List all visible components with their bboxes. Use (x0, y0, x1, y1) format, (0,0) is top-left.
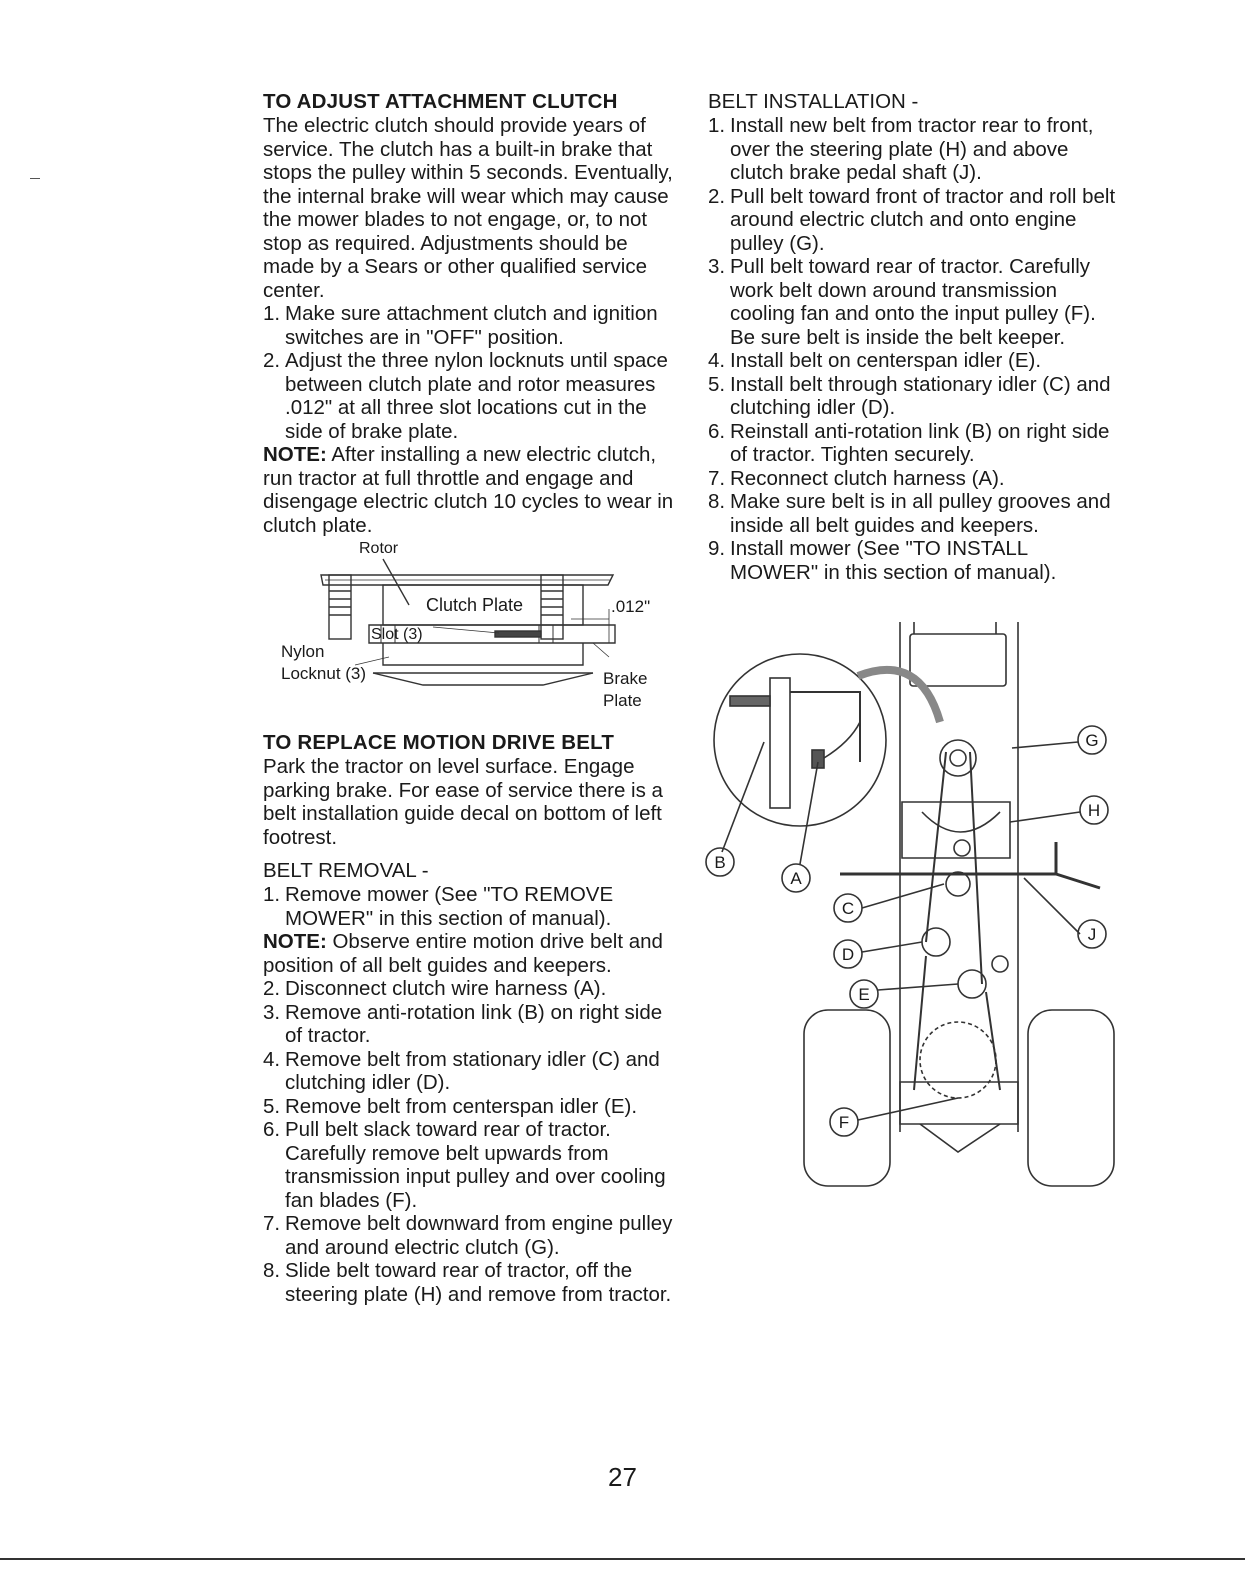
dash-panel-shape (910, 634, 1006, 686)
step-text: Pull belt toward rear of tractor. Carefully work belt down around transmission cooling fan and onto the input pulley (F). Be sure belt is inside the belt keeper. (730, 255, 1096, 349)
list-item (263, 349, 683, 443)
note-text: After installing a new electric clutch, run tractor at full throttle and engage and disengage electric clutch 10 cycles to wear in clutch plate. (263, 443, 674, 537)
step-text: Install new belt from tractor rear to front, over the steering plate (H) and above clutch brake pedal shaft (J). (730, 114, 1094, 184)
inset-frame-shape (770, 678, 790, 808)
step-number: 3. (708, 255, 726, 278)
rotor-leader (383, 559, 409, 605)
adjust-clutch-paragraph: The electric clutch should provide years of service. The clutch has a built-in brake that stops the pulley within 5 seconds. Eventually, the internal brake will wear which may cause the mower blades to not engage, or, to not stop as required. Adjustments should be made by a Sears or other qualified service center. (263, 114, 673, 302)
removal-step1-list (263, 883, 683, 930)
right-column (708, 90, 1118, 584)
locknut-label: Locknut (3) (281, 664, 367, 683)
note-clutch (263, 443, 683, 537)
list-item (263, 302, 683, 349)
list-item (708, 114, 1118, 185)
magnifier-connector (858, 670, 940, 722)
plate-label: Plate (603, 691, 642, 710)
callout-label-a: A (790, 869, 802, 888)
replace-belt-heading: TO REPLACE MOTION DRIVE BELT (263, 731, 615, 754)
step-number: 2. (263, 977, 281, 1000)
list-item (263, 1212, 683, 1259)
list-item (263, 1001, 683, 1048)
list-item (708, 373, 1118, 420)
belt-routing-diagram (700, 612, 1120, 1202)
step-number: 5. (263, 1094, 281, 1118)
step-text: Install belt through stationary idler (C) and clutching idler (D). (730, 372, 1111, 419)
step-text: Disconnect clutch wire harness (A). (285, 977, 607, 1000)
list-item (263, 977, 683, 1001)
clutch-diagram (263, 539, 683, 723)
list-item (263, 1118, 683, 1212)
steering-plate-h (902, 802, 1010, 858)
step-text: Remove belt downward from engine pulley and around electric clutch (G). (285, 1212, 673, 1259)
callout-label-d: D (841, 945, 855, 964)
step-number: 6. (263, 1118, 281, 1141)
margin-mark (30, 178, 40, 179)
bottom-rule (0, 1558, 1245, 1560)
step-text: Reconnect clutch harness (A). (730, 466, 1005, 490)
step-number: 1. (263, 883, 281, 906)
step-number: 7. (263, 1212, 281, 1235)
install-steps-list (708, 114, 1118, 584)
step-text: Reinstall anti-rotation link (B) on right side of tractor. Tighten securely. (730, 419, 1110, 466)
right-rear-tire (1028, 1010, 1114, 1186)
step-text: Install mower (See "TO INSTALL MOWER" in this section of manual). (730, 537, 1057, 584)
list-item (708, 537, 1118, 584)
step-number: 5. (708, 372, 726, 396)
connector-plug-shape (730, 696, 770, 706)
transmission-pulley-f (920, 1022, 996, 1098)
gap-label: .012" (611, 597, 651, 616)
note-label: NOTE: (263, 930, 327, 953)
callout-label-c: C (841, 899, 855, 918)
adjust-clutch-heading: TO ADJUST ATTACHMENT CLUTCH (263, 90, 618, 113)
step-number: 8. (263, 1259, 281, 1282)
list-item (708, 185, 1118, 256)
step-text: Slide belt toward rear of tractor, off the steering plate (H) and remove from tractor. (285, 1259, 672, 1306)
left-column (263, 90, 683, 1306)
step-text: Pull belt slack toward rear of tractor. Carefully remove belt upwards from transmission input pulley and over cooling fan blades (F). (285, 1118, 666, 1212)
stationary-idler-c (946, 872, 970, 896)
list-item (263, 883, 683, 930)
step-text: Remove mower (See "TO REMOVE MOWER" in this section of manual). (285, 883, 614, 930)
callout-label-b: B (714, 853, 726, 872)
nylon-label: Nylon (281, 642, 325, 661)
list-item (708, 349, 1118, 373)
replace-belt-paragraph: Park the tractor on level surface. Engage parking brake. For ease of service there is a belt installation guide decal on bottom of left footrest. (263, 755, 663, 849)
step-number: 4. (263, 1047, 281, 1071)
step-number: 1. (263, 302, 281, 325)
step-number: 4. (708, 349, 726, 372)
callout-label-h: H (1087, 801, 1101, 820)
step-number: 8. (708, 490, 726, 513)
removal-steps-list (263, 977, 683, 1306)
step-number: 1. (708, 114, 726, 137)
list-item (708, 420, 1118, 467)
step-number: 3. (263, 1000, 281, 1024)
step-number: 2. (263, 349, 281, 372)
page-number: 27 (608, 1462, 637, 1492)
left-rear-tire (804, 1010, 890, 1186)
adjust-steps-list (263, 302, 683, 443)
belt-installation-heading: BELT INSTALLATION - (708, 90, 919, 113)
slot-label: Slot (3) (371, 626, 423, 643)
step-number: 2. (708, 184, 726, 208)
step-number: 7. (708, 466, 726, 490)
list-item (263, 1048, 683, 1095)
callout-label-e: E (858, 985, 870, 1004)
list-item (263, 1095, 683, 1119)
belt-removal-heading: BELT REMOVAL - (263, 859, 429, 882)
clutch-plate-label: Clutch Plate (426, 595, 524, 615)
callout-label-g: G (1085, 731, 1099, 750)
step-text: Make sure attachment clutch and ignition switches are in "OFF" position. (285, 302, 658, 349)
step-number: 6. (708, 419, 726, 443)
step-text: Remove belt from centerspan idler (E). (285, 1094, 638, 1118)
step-text: Remove anti-rotation link (B) on right side of tractor. (285, 1000, 663, 1047)
note-label: NOTE: (263, 443, 327, 466)
list-item (708, 490, 1118, 537)
note-text: Observe entire motion drive belt and position of all belt guides and keepers. (263, 930, 663, 977)
list-item (708, 467, 1118, 491)
list-item (263, 1259, 683, 1306)
brake-label: Brake (603, 669, 648, 688)
list-item (708, 255, 1118, 349)
step-text: Make sure belt is in all pulley grooves and inside all belt guides and keepers. (730, 490, 1111, 537)
step-text: Install belt on centerspan idler (E). (730, 349, 1042, 372)
rotor-label: Rotor (359, 540, 399, 557)
step-text: Remove belt from stationary idler (C) and clutching idler (D). (285, 1047, 660, 1094)
callout-label-f: F (838, 1113, 850, 1132)
step-text: Adjust the three nylon locknuts until space between clutch plate and rotor measures .012" at all three slot locations cut in the side of brake plate. (285, 349, 668, 443)
step-number: 9. (708, 537, 726, 560)
step-text: Pull belt toward front of tractor and roll belt around electric clutch and onto engine pulley (G). (730, 184, 1116, 255)
callout-label-j: J (1087, 925, 1097, 944)
note-belt (263, 930, 683, 977)
